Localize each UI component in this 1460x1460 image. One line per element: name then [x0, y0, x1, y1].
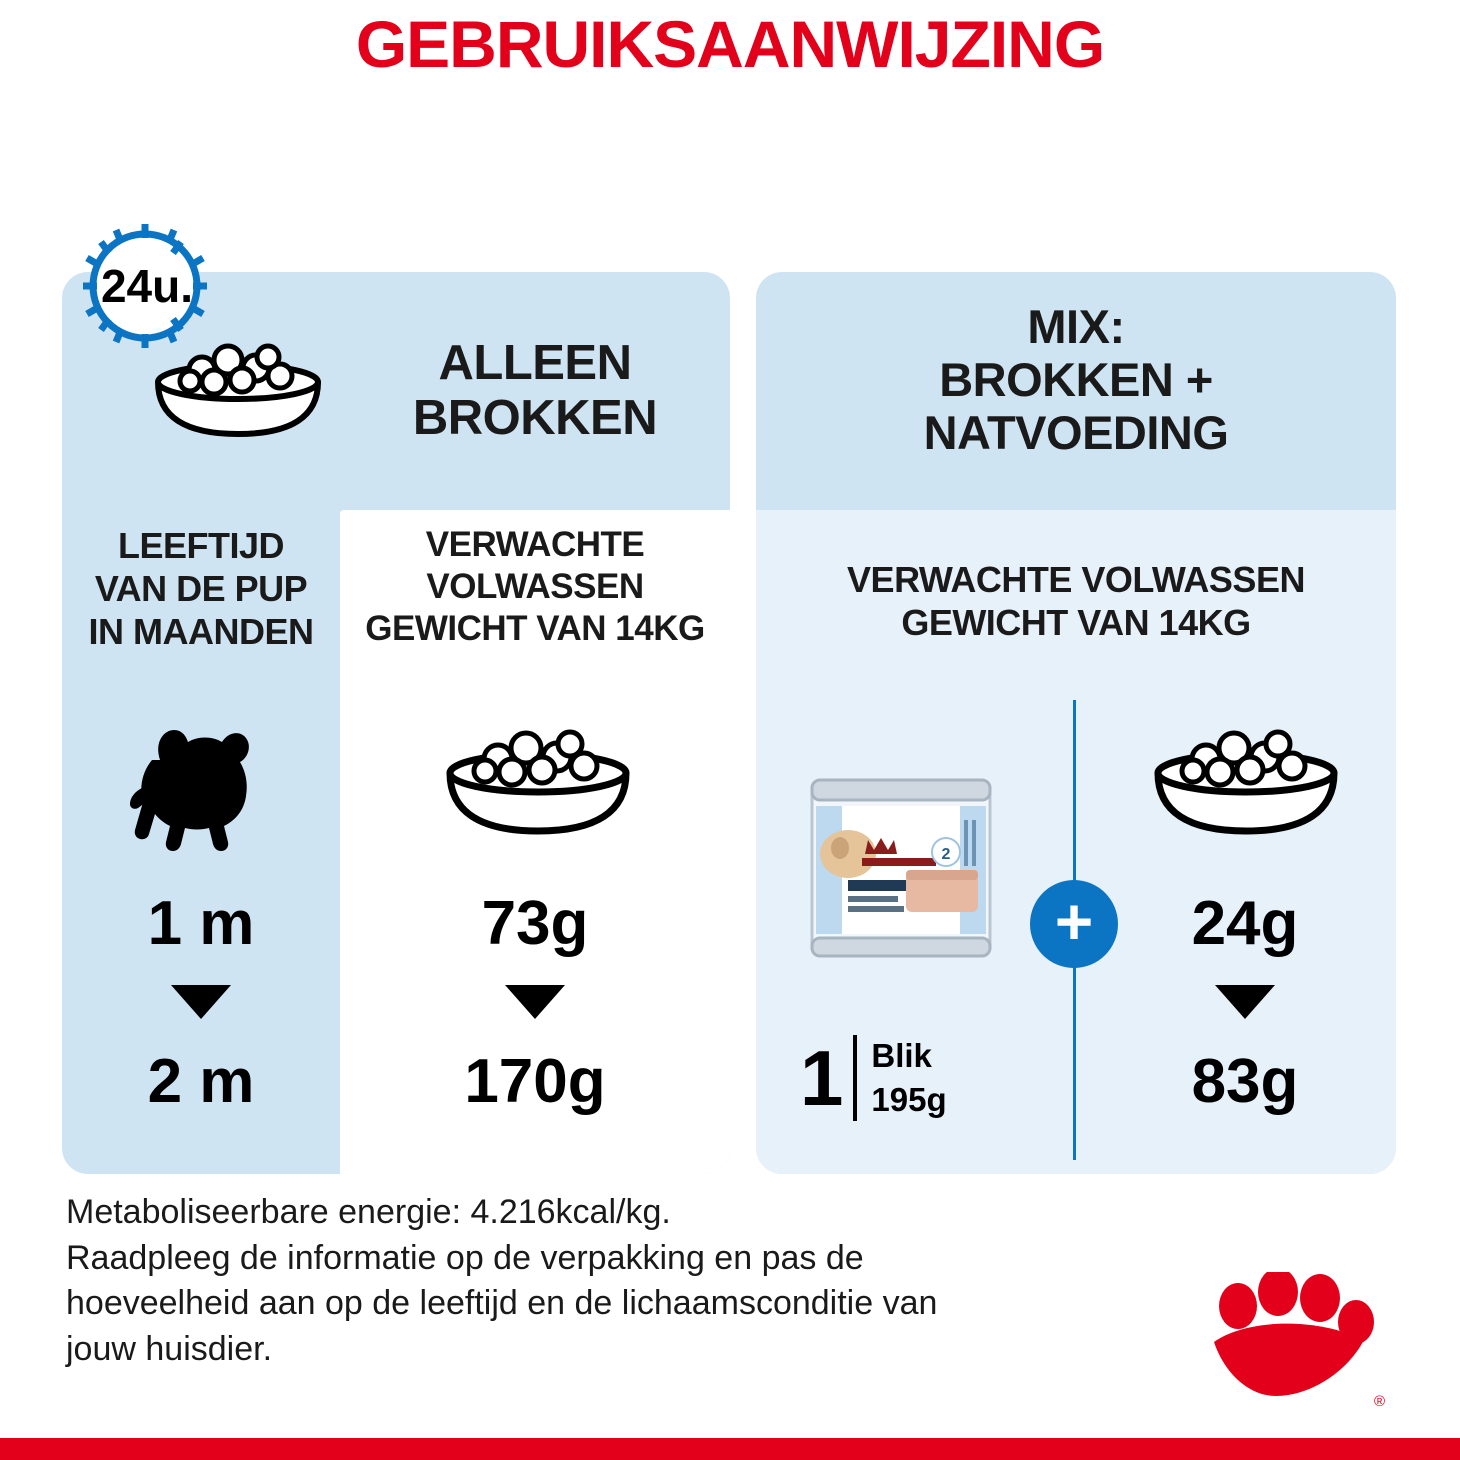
kibble-value-from: 73g — [481, 889, 589, 958]
bottom-red-bar — [0, 1438, 1460, 1460]
age-column-header-line1: LEEFTIJD — [117, 525, 284, 566]
svg-text:®: ® — [1374, 1393, 1386, 1410]
mix-column-header-line2: GEWICHT VAN 14KG — [901, 602, 1251, 644]
puppy-icon — [118, 716, 288, 856]
can-weight-label: 195g — [871, 1080, 947, 1118]
kibble-bowl-icon-mix-column — [1138, 715, 1354, 840]
footnote-line1: Metaboliseerbare energie: 4.216kcal/kg. — [66, 1193, 671, 1231]
mix-kibble-value-to: 83g — [1191, 1047, 1299, 1116]
age-range-arrow-icon — [171, 985, 231, 1019]
age-value-from: 1 m — [147, 889, 255, 958]
kibble-column-header — [342, 524, 728, 650]
kibble-column-header-line1: VERWACHTE — [425, 525, 645, 564]
page-title: GEBRUIKSAANWIJZING — [355, 7, 1105, 81]
can-quantity-number: 1 — [800, 1033, 844, 1122]
footnote-line2: Raadpleeg de informatie op de verpakking en pas de — [66, 1238, 864, 1277]
kibble-column-header-line2: VOLWASSEN — [426, 567, 644, 606]
age-column-header — [62, 524, 340, 654]
mix-heading-line2: BROKKEN + — [939, 353, 1213, 407]
mix-heading — [760, 300, 1392, 459]
footnote — [66, 1190, 1186, 1372]
age-column-header-line3: IN MAANDEN — [88, 611, 314, 653]
mix-heading-line3: NATVOEDING — [923, 406, 1229, 460]
kibble-value-to: 170g — [464, 1047, 606, 1116]
kibble-only-heading-line2: BROKKEN — [412, 390, 658, 445]
mix-kibble-value-from: 24g — [1191, 889, 1299, 958]
royal-canin-logo — [1196, 1272, 1388, 1412]
footnote-line3: hoeveelheid aan op de leeftijd en de lichaamsconditie van — [66, 1284, 938, 1323]
mix-heading-line1: MIX: — [1027, 300, 1125, 353]
kibble-only-heading — [345, 336, 725, 446]
can-quantity-divider — [853, 1035, 857, 1121]
can-quantity — [800, 1034, 947, 1121]
plus-sign: + — [1054, 884, 1094, 958]
clock-label: 24u. — [100, 260, 194, 312]
wet-food-can-image — [796, 762, 1006, 968]
kibble-bowl-icon — [140, 330, 336, 440]
age-value-to: 2 m — [147, 1047, 255, 1116]
mix-column-header-line1: VERWACHTE VOLWASSEN — [847, 559, 1305, 600]
kibble-column-header-line3: GEWICHT VAN 14KG — [365, 609, 705, 648]
footnote-line4: jouw huisdier. — [66, 1329, 273, 1368]
can-quantity-text — [871, 1034, 946, 1121]
mix-column-header — [760, 558, 1392, 644]
kibble-only-heading-line1: ALLEEN — [438, 336, 632, 390]
can-unit-label: Blik — [871, 1037, 932, 1074]
svg-text:2: 2 — [941, 846, 951, 863]
kibble-bowl-icon-left-column — [430, 715, 646, 840]
kibble-range-arrow-icon — [505, 985, 565, 1019]
mix-kibble-range-arrow-icon — [1215, 985, 1275, 1019]
age-column-header-line2: VAN DE PUP — [94, 568, 308, 610]
